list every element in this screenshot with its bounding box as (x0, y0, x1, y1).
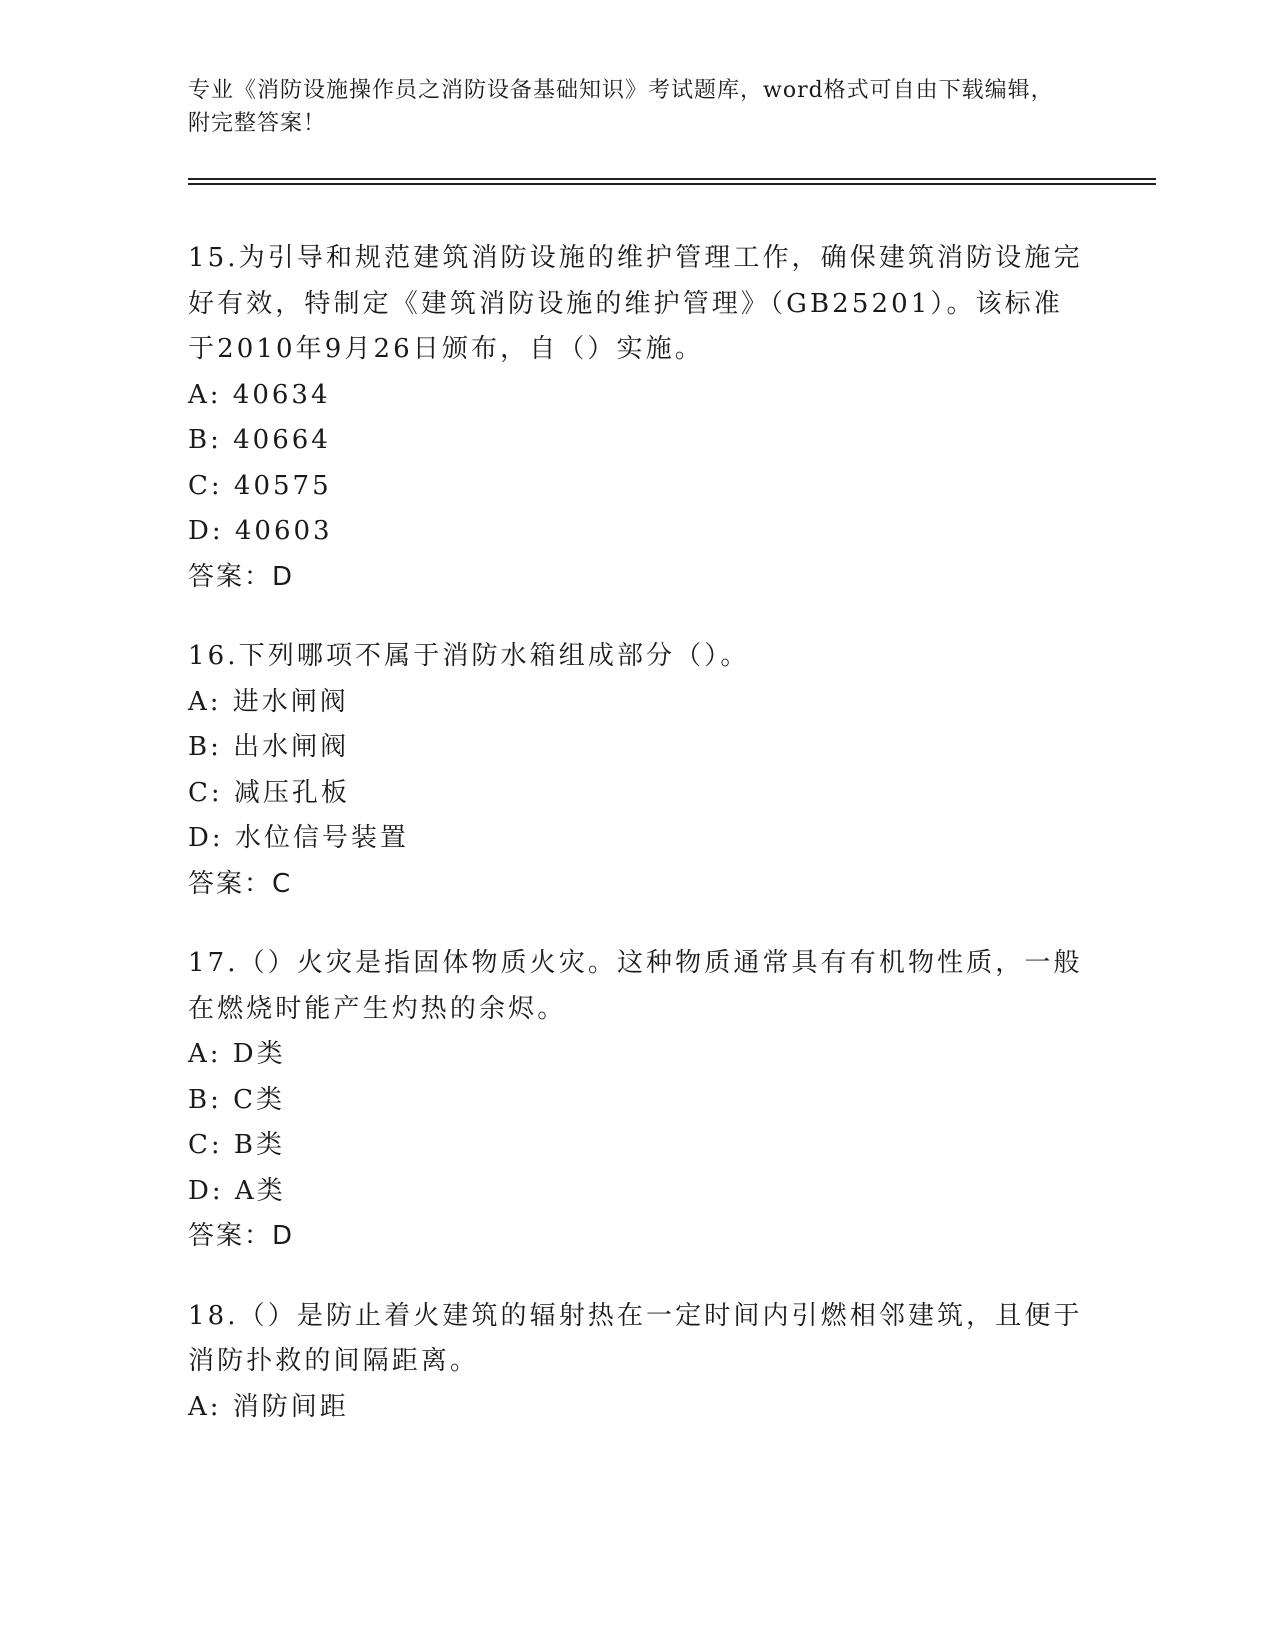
question-stem: 15.为引导和规范建筑消防设施的维护管理工作，确保建筑消防设施完好有效，特制定《建筑消防设施的维护管理》（GB25201）。该标准于2010年9月26日颁布，自（）实施。 (188, 243, 1083, 364)
question-stem: 18.（）是防止着火建筑的辐射热在一定时间内引燃相邻建筑，且便于消防扑救的间隔距离。 (188, 1300, 1083, 1376)
question-stem: 16.下列哪项不属于消防水箱组成部分（）。 (188, 641, 750, 671)
option-a: A: 消防间距 (188, 1391, 349, 1422)
header-rule-top (188, 178, 1156, 180)
option-b: B: 40664 (188, 425, 331, 455)
option-c: C: 减压孔板 (188, 777, 350, 808)
option-a: A: 进水闸阀 (188, 686, 349, 717)
option-c: C: B类 (188, 1130, 286, 1160)
option-b: B: C类 (188, 1084, 286, 1115)
option-b: B: 出水闸阀 (188, 732, 350, 762)
option-d: D: 水位信号装置 (188, 823, 409, 853)
question-15 (188, 236, 1088, 600)
option-a: A: 40634 (188, 379, 331, 410)
question-list (188, 236, 1088, 1464)
answer: 答案：D (188, 561, 295, 592)
answer: 答案：C (188, 868, 293, 899)
option-d: D: A类 (188, 1175, 286, 1206)
option-c: C: 40575 (188, 470, 332, 501)
header-text: 专业《消防设施操作员之消防设备基础知识》考试题库，word格式可自由下载编辑，附完整答案！ (188, 78, 1054, 136)
option-a: A: D类 (188, 1039, 286, 1069)
question-18 (188, 1294, 1088, 1431)
question-stem: 17.（）火灾是指固体物质火灾。这种物质通常具有有机物性质，一般在燃烧时能产生灼热的余烬。 (188, 948, 1083, 1024)
answer: 答案：D (188, 1221, 295, 1251)
option-d: D: 40603 (188, 516, 333, 546)
header-rule-bottom (188, 183, 1156, 185)
question-16 (188, 634, 1088, 907)
question-17 (188, 941, 1088, 1260)
